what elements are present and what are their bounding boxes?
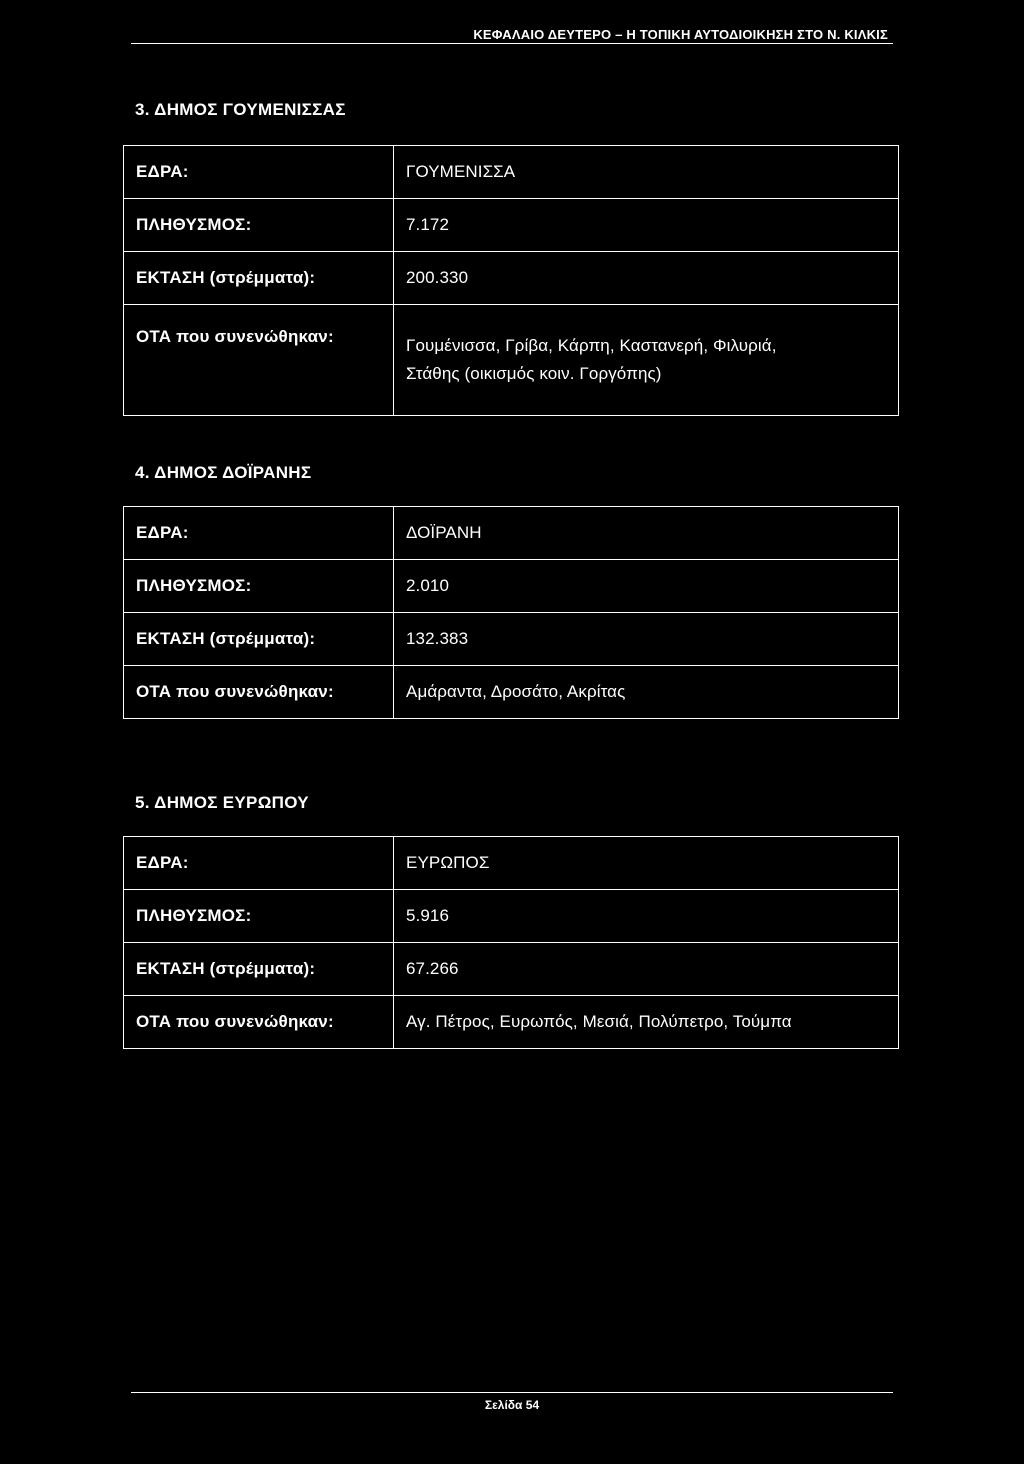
table-row bbox=[124, 890, 899, 943]
row-value: ΓΟΥΜΕΝΙΣΣΑ bbox=[394, 146, 899, 199]
row-value: Αγ. Πέτρος, Ευρωπός, Μεσιά, Πολύπετρο, Τούμπα bbox=[394, 996, 899, 1049]
row-label: ΕΚΤΑΣΗ (στρέμματα): bbox=[124, 943, 394, 996]
table-row bbox=[124, 837, 899, 890]
running-header: ΚΕΦΑΛΑΙΟ ΔΕΥΤΕΡΟ – Η ΤΟΠΙΚΗ ΑΥΤΟΔΙΟΙΚΗΣΗ ΣΤΟ Ν. ΚΙΛΚΙΣ bbox=[473, 27, 888, 42]
row-label: ΠΛΗΘΥΣΜΟΣ: bbox=[124, 199, 394, 252]
row-value: ΕΥΡΩΠΟΣ bbox=[394, 837, 899, 890]
table-row bbox=[124, 560, 899, 613]
table-row bbox=[124, 199, 899, 252]
page-number: Σελίδα 54 bbox=[484, 1398, 540, 1412]
row-value: 7.172 bbox=[394, 199, 899, 252]
row-label: ΕΔΡΑ: bbox=[124, 146, 394, 199]
row-value: Αμάραντα, Δροσάτο, Ακρίτας bbox=[394, 666, 899, 719]
row-label: ΠΛΗΘΥΣΜΟΣ: bbox=[124, 560, 394, 613]
row-value: ΔΟΪΡΑΝΗ bbox=[394, 507, 899, 560]
row-value bbox=[394, 305, 899, 416]
value-line: Γουμένισσα, Γρίβα, Κάρπη, Καστανερή, Φιλυριά, bbox=[406, 336, 777, 355]
row-label: ΟΤΑ που συνενώθηκαν: bbox=[124, 666, 394, 719]
table-row bbox=[124, 943, 899, 996]
row-value: 2.010 bbox=[394, 560, 899, 613]
row-value: 132.383 bbox=[394, 613, 899, 666]
table-row bbox=[124, 996, 899, 1049]
value-line: Στάθης (οικισμός κοιν. Γοργόπης) bbox=[406, 364, 662, 383]
section-title-doirani: 4. ΔΗΜΟΣ ΔΟΪΡΑΝΗΣ bbox=[135, 463, 312, 482]
row-label: ΕΔΡΑ: bbox=[124, 837, 394, 890]
info-table-doirani bbox=[123, 506, 899, 719]
table-row bbox=[124, 666, 899, 719]
table-row bbox=[124, 613, 899, 666]
info-table-goumenissa bbox=[123, 145, 899, 416]
row-label: ΕΚΤΑΣΗ (στρέμματα): bbox=[124, 252, 394, 305]
row-label: ΟΤΑ που συνενώθηκαν: bbox=[124, 996, 394, 1049]
table-row bbox=[124, 146, 899, 199]
footer-divider bbox=[131, 1392, 893, 1393]
row-value: 5.916 bbox=[394, 890, 899, 943]
row-value: 200.330 bbox=[394, 252, 899, 305]
table-row bbox=[124, 507, 899, 560]
row-label: ΠΛΗΘΥΣΜΟΣ: bbox=[124, 890, 394, 943]
row-label: ΕΚΤΑΣΗ (στρέμματα): bbox=[124, 613, 394, 666]
row-label: ΟΤΑ που συνενώθηκαν: bbox=[124, 305, 394, 416]
table-row bbox=[124, 305, 899, 416]
table-row bbox=[124, 252, 899, 305]
info-table-evropos bbox=[123, 836, 899, 1049]
section-title-goumenissa: 3. ΔΗΜΟΣ ΓΟΥΜΕΝΙΣΣΑΣ bbox=[135, 100, 346, 119]
header-divider bbox=[131, 43, 893, 44]
row-label: ΕΔΡΑ: bbox=[124, 507, 394, 560]
section-title-evropos: 5. ΔΗΜΟΣ ΕΥΡΩΠΟΥ bbox=[135, 793, 309, 812]
row-value: 67.266 bbox=[394, 943, 899, 996]
